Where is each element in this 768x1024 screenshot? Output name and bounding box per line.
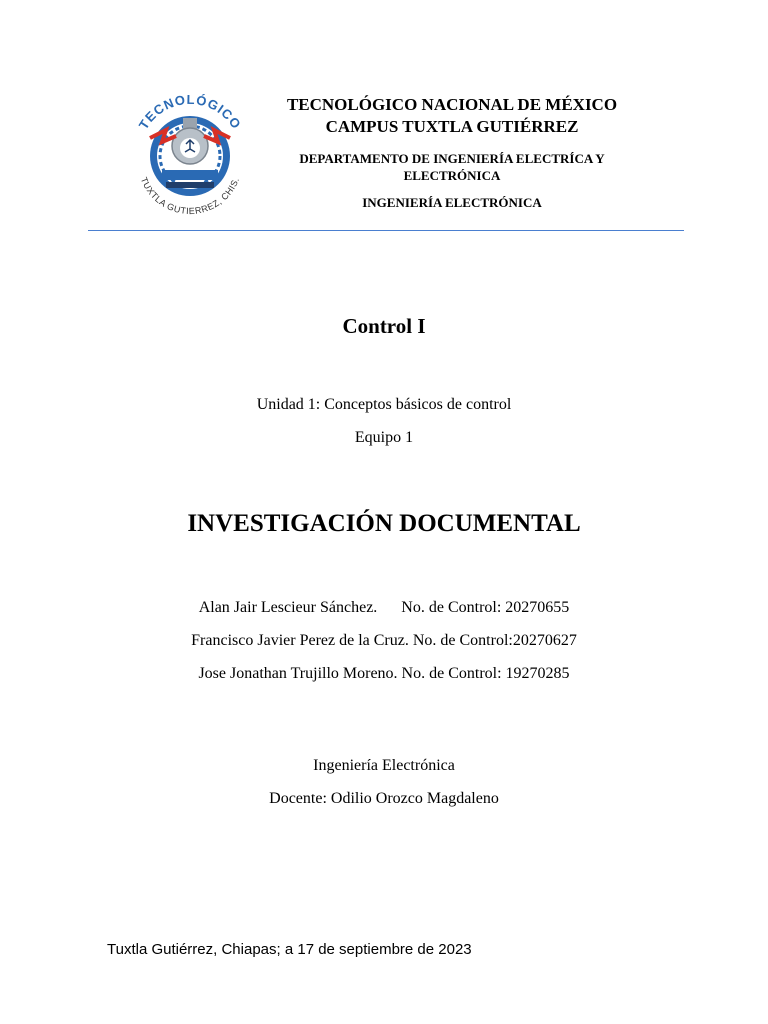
header-divider bbox=[88, 230, 684, 231]
campus-name: CAMPUS TUXTLA GUTIÉRREZ bbox=[325, 117, 579, 136]
institution-name: TECNOLÓGICO NACIONAL DE MÉXICO bbox=[286, 95, 618, 114]
career-footer: Ingeniería Electrónica bbox=[313, 757, 455, 774]
document-title: INVESTIGACIÓN DOCUMENTAL bbox=[187, 510, 581, 537]
logo-text-bottom: TUXTLA GUTIERREZ, CHIS. bbox=[138, 175, 242, 217]
member-line: Alan Jair Lescieur Sánchez. No. de Control: 20270655 bbox=[198, 599, 570, 616]
career-heading: INGENIERÍA ELECTRÓNICA bbox=[362, 195, 542, 210]
institution-logo bbox=[126, 90, 254, 218]
department-name: DEPARTAMENTO DE INGENIERÍA ELECTRÍCA Y ELECTRÓNICA bbox=[299, 151, 605, 183]
logo-base bbox=[162, 170, 218, 188]
logo-text-top: TECNOLÓGICO bbox=[135, 91, 245, 132]
place-and-date: Tuxtla Gutiérrez, Chiapas; a 17 de septiembre de 2023 bbox=[107, 941, 472, 958]
course-title: Control I bbox=[342, 314, 426, 338]
unit-subtitle: Unidad 1: Conceptos básicos de control bbox=[256, 396, 512, 413]
team-label: Equipo 1 bbox=[354, 429, 414, 446]
member-line: Jose Jonathan Trujillo Moreno. No. de Control: 19270285 bbox=[198, 665, 570, 682]
teacher-name: Docente: Odilio Orozco Magdaleno bbox=[269, 790, 499, 807]
member-line: Francisco Javier Perez de la Cruz. No. de Control:20270627 bbox=[191, 632, 577, 649]
